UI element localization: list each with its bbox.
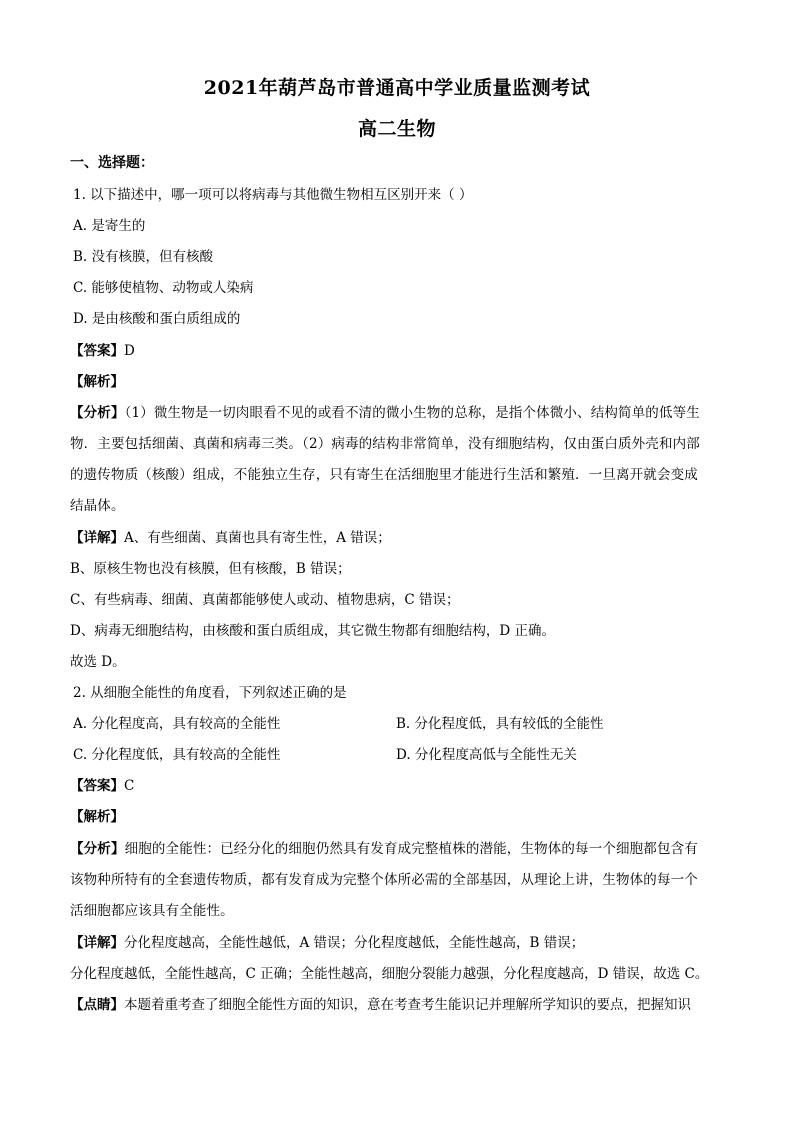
q1-fenxi-line-4: 结晶体。 (70, 498, 125, 514)
answer-label: 【答案】 (70, 343, 124, 359)
dianjing-text: 本题着重考查了细胞全能性方面的知识，意在考查考生能识记并理解所学知识的要点，把握知识 (124, 997, 691, 1013)
q1-answer (70, 339, 730, 359)
xiangjie-text: 分化程度越高，全能性越低，A 错误；分化程度越低，全能性越高，B 错误； (124, 935, 585, 951)
q1-fenxi-line-2: 物．主要包括细菌、真菌和病毒三类。（2）病毒的结构非常简单，没有细胞结构，仅由蛋白质外壳和内部 (70, 436, 700, 452)
q1-option-a: A. 是寄生的 (73, 218, 146, 234)
q2-xiangjie-line-2: 分化程度越低，全能性越高，C 正确；全能性越高，细胞分裂能力越强，分化程度越高，D 错误，故选 C。 (70, 966, 709, 982)
q2-analysis-label: 【解析】 (70, 809, 124, 825)
q2-xiangjie-line-1 (70, 931, 730, 951)
fenxi-label: 【分析】 (70, 405, 125, 421)
xiangjie-label: 【详解】 (70, 530, 124, 546)
q1-analysis-label: 【解析】 (70, 374, 124, 390)
answer-value: C (124, 778, 135, 794)
q1-stem: 1. 以下描述中，哪一项可以将病毒与其他微生物相互区别开来（ ） (73, 187, 473, 203)
q1-option-d: D. 是由核酸和蛋白质组成的 (73, 311, 241, 327)
q1-fenxi-line-1 (70, 401, 730, 421)
q2-option-a: A. 分化程度高，具有较高的全能性 (73, 716, 281, 732)
q1-option-b: B. 没有核膜，但有核酸 (73, 249, 214, 265)
q2-dianjing (70, 993, 730, 1013)
exam-subject: 高二生物 (357, 118, 436, 140)
xiangjie-text: A、有些细菌、真菌也具有寄生性，A 错误； (124, 530, 391, 546)
fenxi-text: 细胞的全能性：已经分化的细胞仍然具有发育成完整植株的潜能，生物体的每一个细胞都包含有 (124, 841, 698, 857)
q1-xiangjie-line-1 (70, 526, 730, 546)
q1-xiangjie-line-4: D、病毒无细胞结构，由核酸和蛋白质组成，其它微生物都有细胞结构，D 正确。 (70, 623, 555, 639)
q2-option-c: C. 分化程度低，具有较高的全能性 (73, 747, 281, 763)
q1-option-c: C. 能够使植物、动物或人染病 (73, 280, 254, 296)
answer-value: D (124, 343, 135, 359)
q1-conclusion: 故选 D。 (70, 654, 126, 670)
q2-option-d: D. 分化程度高低与全能性无关 (396, 747, 577, 763)
xiangjie-label: 【详解】 (70, 935, 124, 951)
q2-options-row-2 (73, 743, 733, 763)
q1-fenxi-line-3: 的遗传物质（核酸）组成，不能独立生存，只有寄生在活细胞里才能进行生活和繁殖．一旦离开就会变成 (70, 467, 698, 483)
section-heading: 一、选择题： (70, 155, 154, 171)
answer-label: 【答案】 (70, 778, 124, 794)
q2-option-b: B. 分化程度低，具有较低的全能性 (396, 716, 604, 732)
q2-stem: 2. 从细胞全能性的角度看，下列叙述正确的是 (73, 685, 347, 701)
fenxi-text: （1）微生物是一切肉眼看不见的或看不清的微小生物的总称，是指个体微小、结构简单的低等生 (124, 405, 700, 421)
exam-title: 2021年葫芦岛市普通高中学业质量监测考试 (203, 77, 591, 99)
q2-fenxi-line-3: 活细胞都应该具有全能性。 (70, 903, 234, 919)
q2-fenxi-line-2: 该物种所特有的全套遗传物质，都有发育成为完整个体所必需的全部基因，从理论上讲，生物体的每一个 (70, 872, 698, 888)
q2-answer (70, 774, 730, 794)
q2-fenxi-line-1 (70, 837, 730, 857)
q1-xiangjie-line-3: C、有些病毒、细菌、真菌都能够使人或动、植物患病，C 错误； (70, 592, 460, 608)
fenxi-label: 【分析】 (70, 841, 125, 857)
q1-xiangjie-line-2: B、原核生物也没有核膜，但有核酸，B 错误； (70, 561, 351, 577)
q2-options-row-1 (73, 712, 733, 732)
dianjing-label: 【点睛】 (70, 997, 124, 1013)
